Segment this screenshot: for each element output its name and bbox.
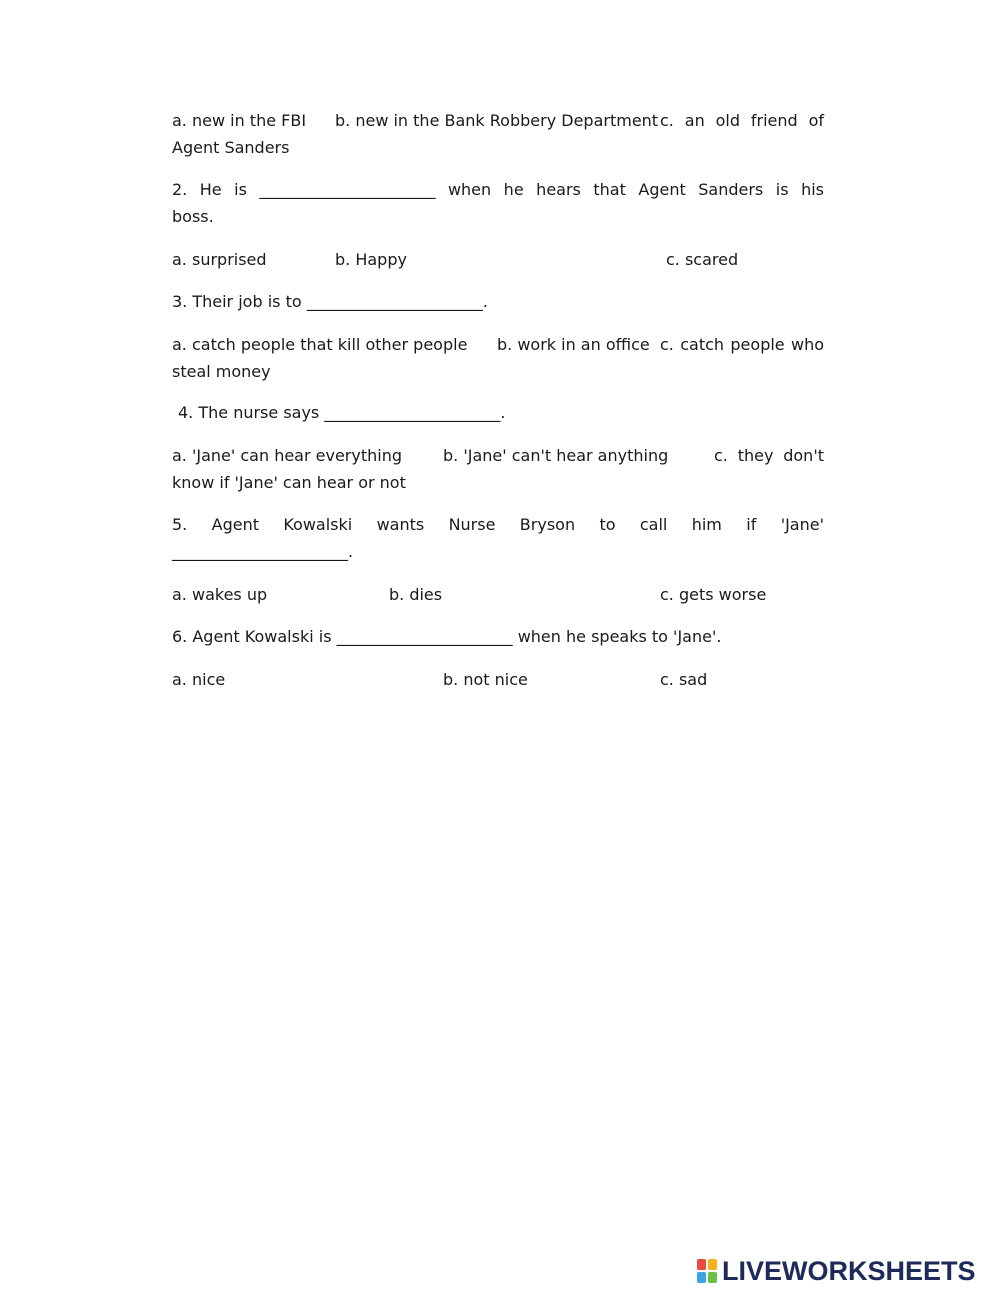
- q3-option-c-continued: steal money: [172, 362, 271, 381]
- q5-option-b: b. dies: [389, 585, 443, 604]
- liveworksheets-brand-text: LIVEWORKSHEETS: [722, 1256, 976, 1286]
- q2-prompt: 2. He is ______________________ when he hears that Agent Sanders is his: [172, 180, 824, 199]
- q5-option-c: c. gets worse: [660, 585, 767, 604]
- q1-option-c: c. an old friend of: [660, 111, 824, 130]
- q1-option-c-continued: Agent Sanders: [172, 138, 290, 157]
- q3-option-a: a. catch people that kill other people: [172, 335, 468, 354]
- q3-option-b: b. work in an office: [497, 335, 650, 354]
- q1-option-b: b. new in the Bank Robbery Department: [335, 111, 659, 130]
- q4-option-b: b. 'Jane' can't hear anything: [443, 446, 669, 465]
- q6-option-b: b. not nice: [443, 670, 528, 689]
- q5-prompt: 5. Agent Kowalski wants Nurse Bryson to call him if 'Jane': [172, 515, 824, 534]
- q6-prompt: 6. Agent Kowalski is ______________________ when he speaks to 'Jane'.: [172, 627, 722, 646]
- q5-option-a: a. wakes up: [172, 585, 268, 604]
- q2-option-b: b. Happy: [335, 250, 407, 269]
- q4-option-c-continued: know if 'Jane' can hear or not: [172, 473, 406, 492]
- q2-prompt-continued: boss.: [172, 207, 214, 226]
- q2-option-a: a. surprised: [172, 250, 267, 269]
- q4-prompt: 4. The nurse says ______________________.: [178, 403, 506, 422]
- q2-option-c: c. scared: [666, 250, 739, 269]
- liveworksheets-logo[interactable]: [697, 1258, 976, 1284]
- q4-option-a: a. 'Jane' can hear everything: [172, 446, 403, 465]
- q3-prompt: 3. Their job is to ______________________.: [172, 292, 488, 311]
- q5-prompt-continued: ______________________.: [172, 542, 354, 561]
- q6-option-a: a. nice: [172, 670, 226, 689]
- liveworksheets-logo-icon: [697, 1259, 719, 1283]
- q3-option-c: c. catch people who: [660, 335, 824, 354]
- q6-option-c: c. sad: [660, 670, 708, 689]
- q4-option-c: c. they don't: [714, 446, 824, 465]
- q1-option-a: a. new in the FBI: [172, 111, 307, 130]
